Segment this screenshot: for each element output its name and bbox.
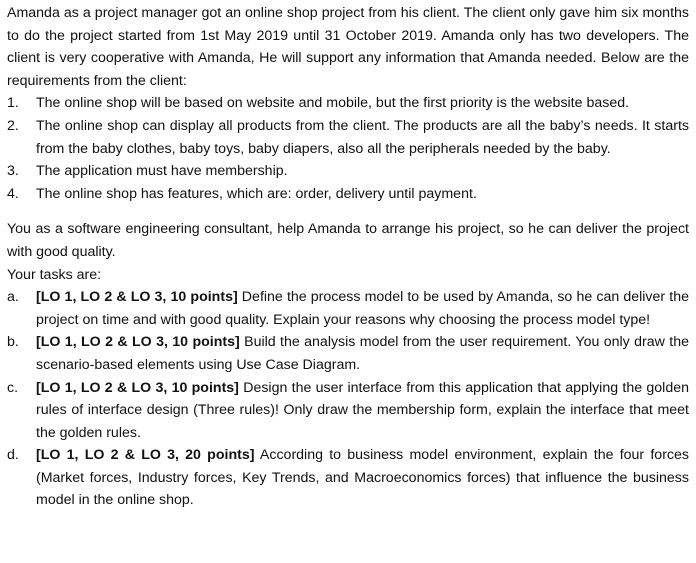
task-tag: [LO 1, LO 2 & LO 3, 20 points] xyxy=(36,447,255,464)
requirement-item xyxy=(7,183,689,206)
task-tag: [LO 1, LO 2 & LO 3, 10 points] xyxy=(36,379,239,396)
requirement-item xyxy=(7,92,689,115)
requirements-list xyxy=(7,92,689,205)
list-marker: 3. xyxy=(7,163,19,180)
tasks-heading: Your tasks are: xyxy=(7,266,102,283)
list-marker: 1. xyxy=(7,95,19,112)
task-item xyxy=(7,444,689,512)
consultant-paragraph: You as a software engineering consultant, help Amanda to arrange his project, so he can deliver the project with good quality. xyxy=(7,221,689,260)
task-text: According to business model environment, explain the four forces (Market forces, Industry forces, Key Trends, and Macroeconomics forces) that influence the business model in the online shop. xyxy=(36,447,690,509)
task-item xyxy=(7,377,689,445)
task-tag: [LO 1, LO 2 & LO 3, 10 points] xyxy=(36,334,240,351)
list-marker: c. xyxy=(7,379,19,396)
task-text: Build the analysis model from the user requirement. You only draw the scenario-based elements using Use Case Diagram. xyxy=(36,334,689,373)
list-marker: b. xyxy=(7,334,19,351)
list-marker: 4. xyxy=(7,185,19,202)
requirement-item xyxy=(7,115,689,160)
requirement-text: The online shop can display all products from the client. The products are all the baby’s needs. It starts from the baby clothes, baby toys, baby diapers, also all the peripherals needed by the baby. xyxy=(36,117,689,157)
paragraph-spacer xyxy=(7,205,689,218)
task-item xyxy=(7,286,689,331)
requirement-text: The online shop will be based on website and mobile, but the first priority is the website based. xyxy=(36,95,630,112)
task-tag: [LO 1, LO 2 & LO 3, 10 points] xyxy=(36,289,238,306)
task-item xyxy=(7,331,689,376)
task-text: Design the user interface from this application that applying the golden rules of interface design (Three rules)! Only draw the membership form, explain the interface that meet the golden rules. xyxy=(36,379,689,441)
requirement-item xyxy=(7,160,689,183)
list-marker: a. xyxy=(7,289,19,306)
intro-paragraph: Amanda as a project manager got an online shop project from his client. The client only gave him six months to do the project started from 1st May 2019 until 31 October 2019. Amanda only has two developers. The client is very cooperative with Amanda, He will support any information that Amanda needed. Below are the requirements from the client: xyxy=(7,5,689,89)
requirement-text: The application must have membership. xyxy=(36,163,288,180)
list-marker: d. xyxy=(7,447,19,464)
tasks-list xyxy=(7,286,689,512)
task-text: Define the process model to be used by Amanda, so he can deliver the project on time and with good quality. Explain your reasons why choosing the process model type! xyxy=(36,289,689,328)
requirement-text: The online shop has features, which are: order, delivery until payment. xyxy=(36,185,477,202)
list-marker: 2. xyxy=(7,117,19,134)
